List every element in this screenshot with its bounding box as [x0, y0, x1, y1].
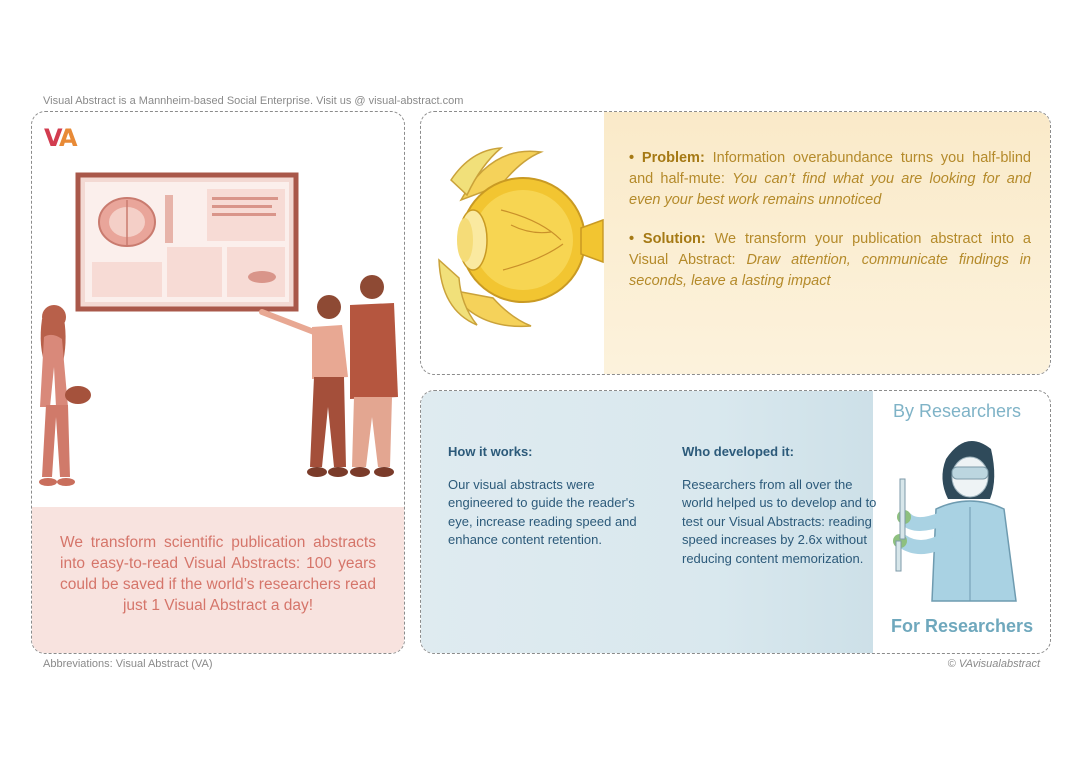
how-text: Our visual abstracts were engineered to guide the reader's eye, increase reading speed and enhance content retention. [448, 476, 637, 547]
problem-text: Information overabundance turns you half-blind and half-mute: [629, 150, 1032, 187]
who-heading: Who developed it: [682, 444, 794, 459]
spine-image [165, 195, 173, 243]
man-head [360, 275, 384, 299]
abbreviations-note: Abbreviations: Visual Abstract (VA) [43, 658, 213, 670]
people-viewing-poster-illustration [32, 167, 404, 497]
how-it-works-column [448, 443, 643, 550]
solution-text: We transform your publication abstract into a Visual Abstract: [629, 231, 1031, 268]
eye-anatomy-icon [431, 140, 606, 340]
woman-pointing-head [317, 295, 341, 319]
logo-letter-v: V [44, 124, 59, 152]
problem-solution-panel [420, 111, 1051, 375]
who-text: Researchers from all over the world helped us to develop and to test our Visual Abstracts: reading speed increases by 2.6x without reducing content memorization. [682, 476, 877, 566]
logo-letter-a: A [58, 124, 76, 152]
va-logo[interactable] [44, 124, 76, 152]
researcher-illustration [886, 429, 1046, 609]
copyright-note [948, 658, 1040, 670]
problem-solution-text [629, 148, 1031, 310]
by-researchers-label: By Researchers [893, 401, 1022, 421]
who-developed-column [682, 443, 877, 568]
copyright-name: VAvisualabstract [958, 658, 1040, 670]
problem-emphasis: You can’t find what you are looking for and even your best work remains unnoticed [629, 171, 1031, 208]
intro-caption: We transform scientific publication abstracts into easy-to-read Visual Abstracts: 100 years could be saved if the world’s researchers read just 1 Visual Abstract a day! [60, 534, 376, 614]
solution-label: • Solution: [629, 231, 706, 247]
for-researchers-label: For Researchers [891, 616, 1034, 636]
copyright-symbol: © [947, 658, 956, 670]
solution-statement [629, 229, 1031, 292]
problem-statement [629, 148, 1031, 211]
how-heading: How it works: [448, 444, 533, 459]
solution-emphasis: Draw attention, communicate findings in seconds, leave a lasting impact [629, 252, 1031, 289]
intro-panel [31, 111, 405, 654]
problem-label: • Problem: [629, 150, 705, 166]
header-note: Visual Abstract is a Mannheim-based Social Enterprise. Visit us @ visual-abstract.com [43, 95, 464, 107]
how-it-works-panel [420, 390, 1051, 654]
intro-caption-box [32, 507, 404, 653]
